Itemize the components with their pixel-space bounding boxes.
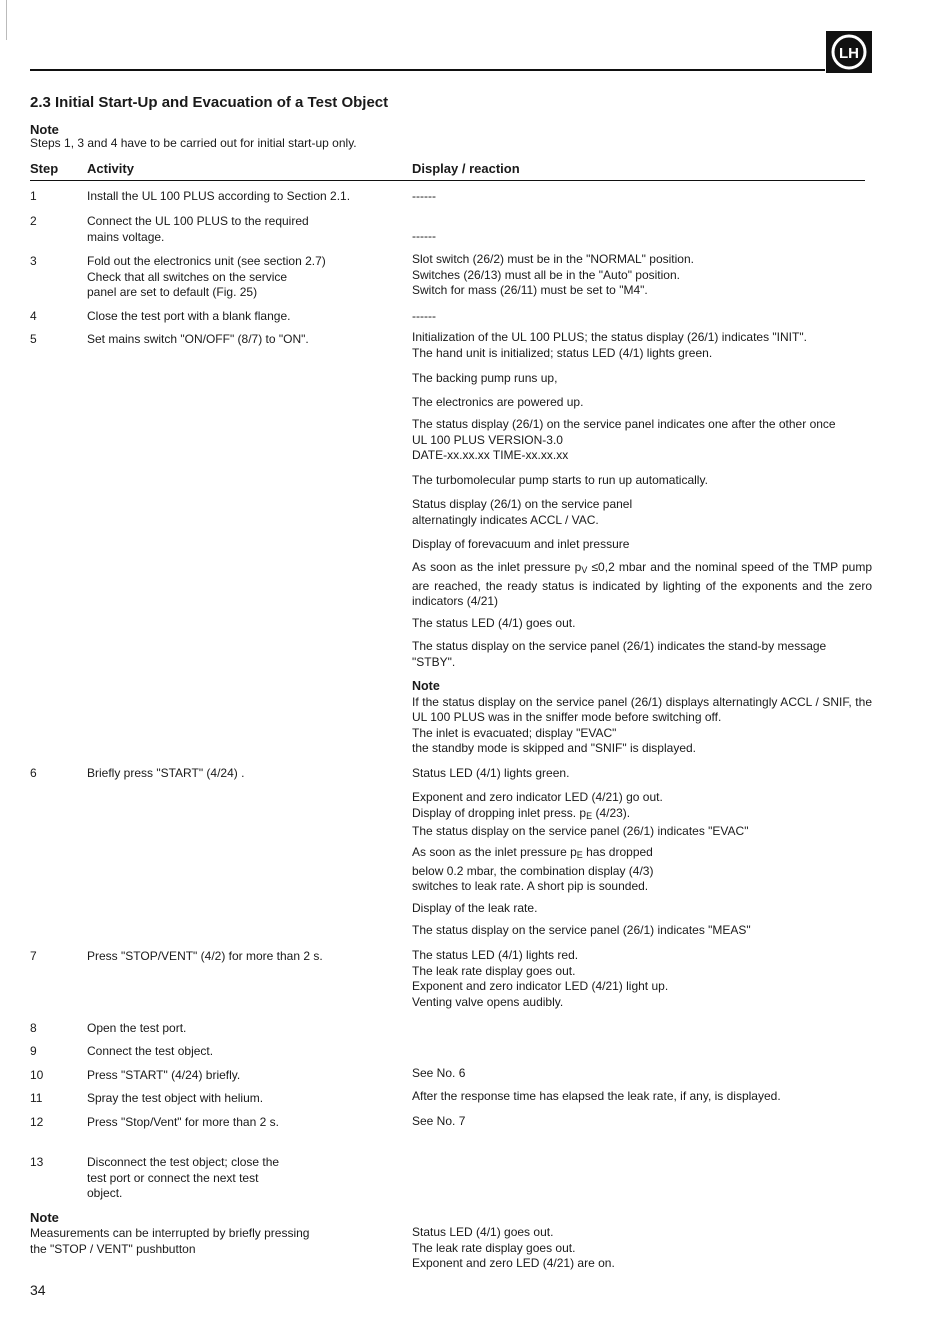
inner-note	[412, 679, 872, 757]
lh-logo-icon	[826, 31, 872, 73]
header-display: Display / reaction	[412, 161, 520, 176]
step-activity: Spray the test object with helium.	[87, 1091, 264, 1105]
step-activity: Open the test port.	[87, 1021, 187, 1035]
display-text: The status display on the service panel (26/1) indicates the stand-by message "STBY".	[412, 639, 827, 669]
display-text: Status display (26/1) on the service panel alternatingly indicates ACCL / VAC.	[412, 497, 633, 527]
step-number: 13	[30, 1155, 44, 1169]
display-text: The status LED (4/1) goes out.	[412, 616, 576, 630]
step-activity: Install the UL 100 PLUS according to Section 2.1.	[87, 189, 351, 203]
display-text: ------	[412, 309, 436, 323]
step-number: 1	[30, 189, 37, 203]
inner-note-label: Note	[412, 679, 440, 693]
step-activity: Close the test port with a blank flange.	[87, 309, 291, 323]
step-activity: Press "START" (4/24) briefly.	[87, 1068, 241, 1082]
step-activity: Fold out the electronics unit (see section 2.7) Check that all switches on the service panel are set to default (Fig. 25)	[87, 254, 326, 299]
dropped-block: As soon as the inlet pressure $p_E$ has dropped below 0.2 mbar, the combination display (4/3) switches to leak rate. A short pip is sounded.	[412, 845, 654, 893]
step-activity: Briefly press "START" (4/24) .	[87, 766, 245, 780]
display-text: Initialization of the UL 100 PLUS; the status display (26/1) indicates "INIT". The hand unit is initialized; status LED (4/1) lights green.	[412, 330, 807, 360]
step-number: 8	[30, 1021, 37, 1035]
header-activity: Activity	[87, 161, 134, 176]
display-text: Status LED (4/1) lights green.	[412, 766, 570, 780]
display-text: Display of the leak rate.	[412, 901, 538, 915]
step-number: 6	[30, 766, 37, 780]
header-rule	[30, 69, 825, 71]
step-number: 10	[30, 1068, 44, 1082]
display-text: After the response time has elapsed the leak rate, if any, is displayed.	[412, 1089, 781, 1103]
logo-text: LH	[839, 45, 859, 62]
step-activity: Connect the test object.	[87, 1044, 214, 1058]
display-text: Display of forevacuum and inlet pressure	[412, 537, 630, 551]
step-number: 3	[30, 254, 37, 268]
bottom-note-display: Status LED (4/1) goes out. The leak rate display goes out. Exponent and zero LED (4/21) are on.	[412, 1225, 615, 1270]
step-number: 12	[30, 1115, 44, 1129]
exponent-block: Exponent and zero indicator LED (4/21) go out. Display of dropping inlet press. $p_E$ (4/23). The status display on the service panel (26/1) indicates "EVAC"	[412, 790, 749, 838]
display-text: The status LED (4/1) lights red. The leak rate display goes out. Exponent and zero indicator LED (4/21) light up. Venting valve opens audibly.	[412, 948, 669, 1009]
crop-mark	[6, 0, 7, 40]
section-title: 2.3 Initial Start-Up and Evacuation of a Test Object	[30, 94, 389, 111]
display-text: The status display (26/1) on the service panel indicates one after the other once UL 100 PLUS VERSION-3.0 DATE-xx.xx.xx TIME-xx.xx.xx	[412, 417, 836, 462]
step-number: 11	[30, 1091, 43, 1105]
step-activity: Set mains switch "ON/OFF" (8/7) to "ON".	[87, 332, 309, 346]
step-activity: Disconnect the test object; close the test port or connect the next test object.	[87, 1155, 280, 1200]
intro-note-text: Steps 1, 3 and 4 have to be carried out for initial start-up only.	[30, 136, 357, 150]
step-activity: Press "Stop/Vent" for more than 2 s.	[87, 1115, 279, 1129]
step-activity: Connect the UL 100 PLUS to the required mains voltage.	[87, 214, 309, 244]
display-text: The turbomolecular pump starts to run up automatically.	[412, 473, 708, 487]
bottom-note-label: Note	[30, 1210, 59, 1225]
display-text: See No. 6	[412, 1066, 466, 1080]
intro-note-label: Note	[30, 122, 59, 137]
display-text: The backing pump runs up,	[412, 371, 558, 385]
header-underline	[30, 180, 865, 181]
step-number: 4	[30, 309, 37, 323]
step-number: 5	[30, 332, 37, 346]
step-number: 2	[30, 214, 37, 228]
bottom-note-text: Measurements can be interrupted by briefly pressing the "STOP / VENT" pushbutton	[30, 1226, 310, 1256]
display-text: The electronics are powered up.	[412, 395, 584, 409]
display-text: The status display on the service panel (26/1) indicates "MEAS"	[412, 923, 751, 937]
display-text: See No. 7	[412, 1114, 466, 1128]
header-step: Step	[30, 161, 59, 176]
inner-note-text: If the status display on the service panel (26/1) displays alternatingly ACCL / SNIF, the UL 100 PLUS was in the sniffer mode before switching off. The inlet is evacuated; display "EVAC" the standby mode is skipped and "SNIF" is displayed.	[412, 694, 872, 755]
step-number: 9	[30, 1044, 37, 1058]
step-activity: Press "STOP/VENT" (4/2) for more than 2 s.	[87, 949, 323, 963]
display-text: ------	[412, 229, 436, 243]
step-number: 7	[30, 949, 37, 963]
display-text: ------	[412, 189, 436, 203]
display-text: Slot switch (26/2) must be in the "NORMAL" position. Switches (26/13) must all be in the "Auto" position. Switch for mass (26/11) must be set to "M4".	[412, 252, 694, 297]
page-number: 34	[30, 1282, 46, 1298]
inlet-pressure-text: As soon as the inlet pressure $p_V \le 0,2$ mbar and the nominal speed of the TMP pump are reached, the ready status is indicated by lighting of the exponents and the zero indicators (4/21)	[412, 560, 872, 608]
